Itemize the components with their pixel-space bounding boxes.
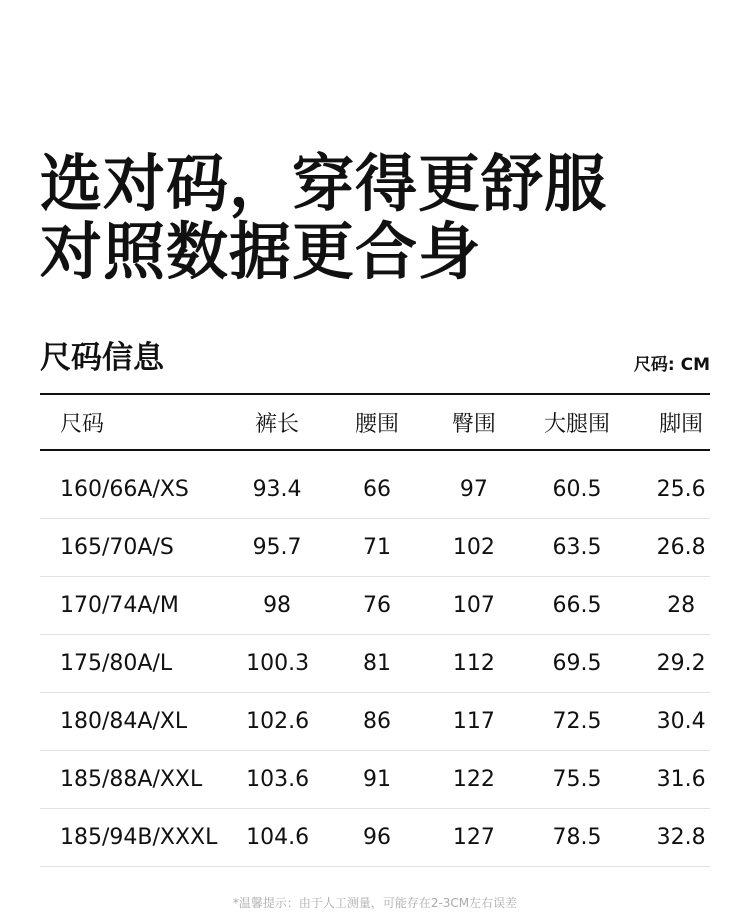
table-header-row [40, 394, 710, 450]
table-row [40, 576, 710, 634]
header-hip: 臀围 [451, 411, 496, 437]
cell-size: 185/94B/XXXL [60, 824, 218, 850]
size-chart-table [40, 393, 710, 867]
table-row [40, 692, 710, 750]
page-headline [40, 147, 608, 288]
header-leg-opening: 脚围 [659, 411, 704, 437]
headline-line-2: 对照数据更合身 [40, 215, 482, 288]
cell-size: 160/66A/XS [60, 476, 189, 502]
table-row [40, 808, 710, 866]
cell-length: 93.4 [252, 476, 302, 502]
header-thigh: 大腿围 [543, 411, 610, 437]
cell-hip: 102 [452, 534, 495, 560]
cell-waist: 96 [363, 824, 392, 850]
header-waist: 腰围 [355, 411, 400, 437]
cell-leg-opening: 30.4 [656, 708, 706, 734]
cell-thigh: 69.5 [552, 650, 602, 676]
cell-leg-opening: 32.8 [656, 824, 706, 850]
cell-thigh: 63.5 [552, 534, 602, 560]
cell-length: 102.6 [246, 708, 310, 734]
cell-thigh: 66.5 [552, 592, 602, 618]
cell-waist: 71 [363, 534, 392, 560]
table-row [40, 518, 710, 576]
cell-hip: 112 [452, 650, 495, 676]
cell-leg-opening: 31.6 [656, 766, 706, 792]
cell-length: 104.6 [246, 824, 310, 850]
cell-size: 185/88A/XXL [60, 766, 203, 792]
cell-hip: 107 [452, 592, 495, 618]
cell-hip: 127 [452, 824, 495, 850]
cell-length: 100.3 [246, 650, 310, 676]
table-row [40, 750, 710, 808]
table-row [40, 634, 710, 692]
cell-waist: 86 [363, 708, 392, 734]
cell-thigh: 72.5 [552, 708, 602, 734]
table-row [40, 450, 710, 518]
header-size: 尺码 [60, 411, 105, 437]
cell-length: 95.7 [252, 534, 302, 560]
measurement-footnote: *温馨提示：由于人工测量，可能存在2-3CM左右误差 [232, 896, 518, 910]
unit-note: 尺码: CM [633, 355, 710, 375]
headline-line-1: 选对码，穿得更舒服 [40, 147, 608, 220]
cell-leg-opening: 25.6 [656, 476, 706, 502]
cell-waist: 91 [363, 766, 392, 792]
section-title: 尺码信息 [40, 340, 164, 376]
cell-hip: 122 [452, 766, 495, 792]
cell-size: 175/80A/L [60, 650, 173, 676]
cell-thigh: 75.5 [552, 766, 602, 792]
cell-thigh: 60.5 [552, 476, 602, 502]
cell-hip: 97 [459, 476, 488, 502]
cell-thigh: 78.5 [552, 824, 602, 850]
cell-size: 180/84A/XL [60, 708, 188, 734]
cell-size: 170/74A/M [60, 592, 179, 618]
cell-leg-opening: 26.8 [656, 534, 706, 560]
cell-size: 165/70A/S [60, 534, 174, 560]
cell-waist: 66 [363, 476, 392, 502]
cell-waist: 76 [363, 592, 392, 618]
cell-waist: 81 [363, 650, 392, 676]
cell-leg-opening: 29.2 [656, 650, 706, 676]
cell-length: 103.6 [246, 766, 310, 792]
cell-leg-opening: 28 [667, 592, 696, 618]
cell-hip: 117 [452, 708, 495, 734]
cell-length: 98 [263, 592, 292, 618]
header-length: 裤长 [255, 411, 300, 437]
